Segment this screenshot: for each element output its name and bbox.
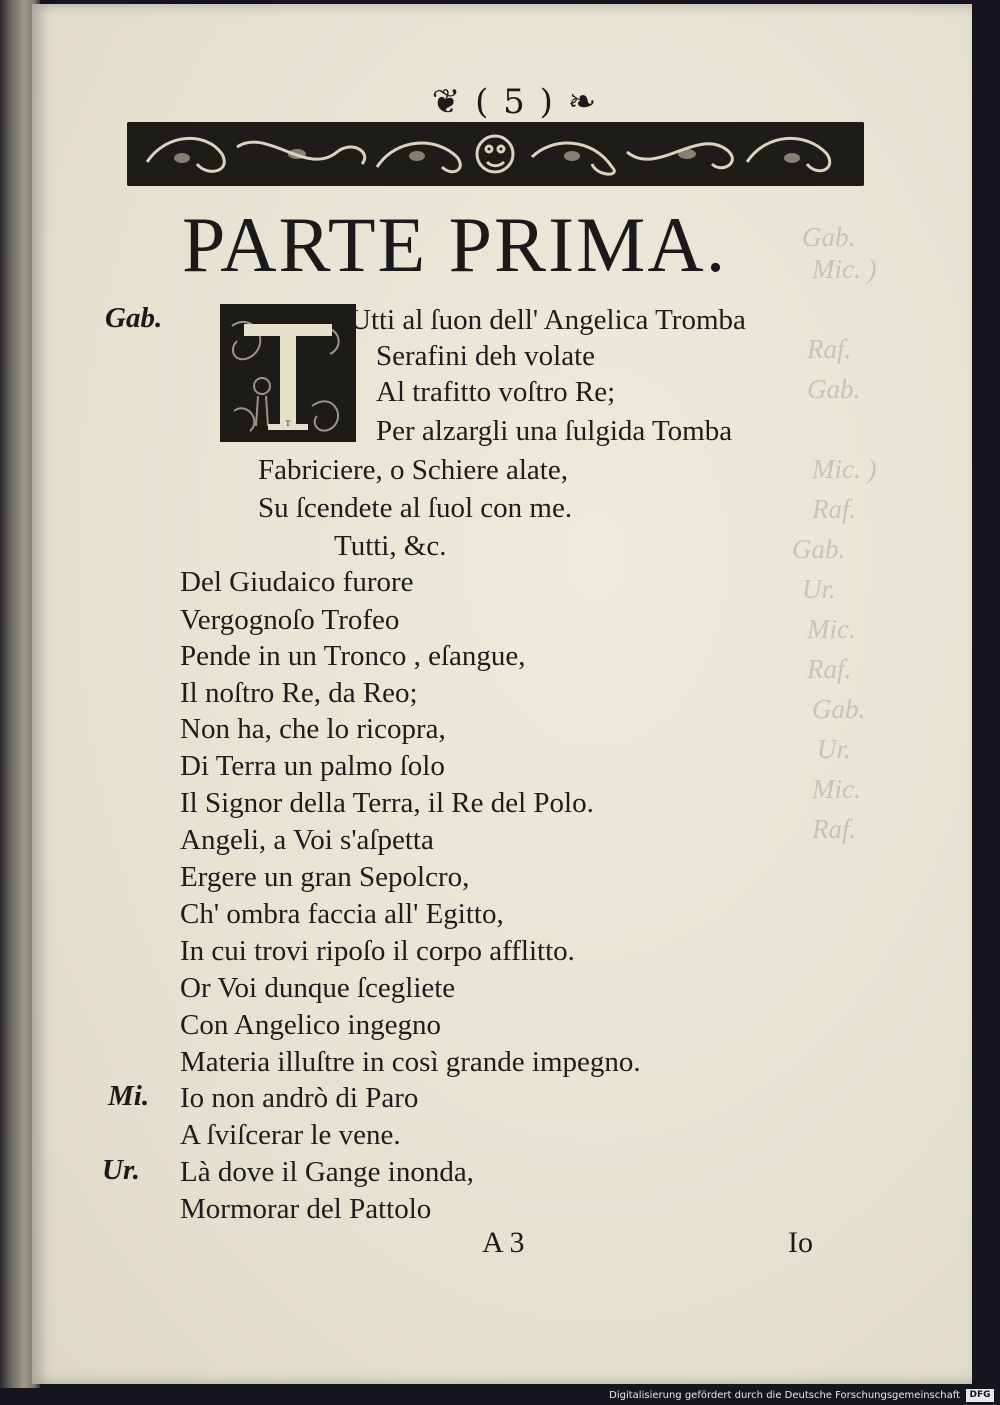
verse-line: Utti al ſuon dell' Angelica Tromba (350, 304, 746, 336)
speaker-label: Ur. (102, 1154, 140, 1186)
verse-line: Con Angelico ingegno (180, 1009, 441, 1041)
verse-line: Per alzargli una ſulgida Tomba (376, 415, 733, 447)
verse-line: Non ha, che lo ricopra, (180, 713, 446, 745)
verse-line: Ch' ombra faccia all' Egitto, (180, 898, 504, 930)
page-number: ( 5 ) (475, 82, 555, 122)
verse-line: Il noſtro Re, da Reo; (180, 677, 418, 709)
verse-line: Fabriciere, o Schiere alate, (258, 454, 568, 486)
decorative-header-ornament-icon (127, 122, 864, 186)
svg-text:T: T (285, 419, 291, 428)
page-signature-mark (420, 82, 610, 122)
verse-line: Ergere un gran Sepolcro, (180, 861, 470, 893)
verse-line: Al trafitto voſtro Re; (376, 376, 616, 408)
verse-line: Pende in un Tronco , eſangue, (180, 640, 526, 672)
verse-line: Vergognoſo Trofeo (180, 604, 400, 636)
catchword: Io (788, 1226, 813, 1259)
speaker-label: Gab. (105, 302, 163, 334)
dfg-logo-icon: DFG (966, 1389, 994, 1402)
credit-text: Digitalisierung gefördert durch die Deutsche Forschungsgemeinschaft (609, 1390, 960, 1401)
verse-line: A ſviſcerar le vene. (180, 1119, 401, 1151)
fleuron-right-icon: ❧ (567, 82, 599, 122)
decorated-initial-icon (220, 304, 356, 442)
verse-line: Serafini deh volate (376, 340, 596, 372)
verse-line: Là dove il Gange inonda, (180, 1156, 474, 1188)
verse-line: Su ſcendete al ſuol con me. (258, 492, 573, 524)
verse-line: In cui trovi ripoſo il corpo afflitto. (180, 935, 575, 967)
credit-bar (0, 1388, 1000, 1405)
verse-line: Io non andrò di Paro (180, 1082, 419, 1114)
signature-mark: A 3 (482, 1226, 525, 1259)
speaker-label: Mi. (108, 1080, 150, 1112)
verse-line: Di Terra un palmo ſolo (180, 750, 445, 782)
verse-line: Materia illuſtre in così grande impegno. (180, 1046, 641, 1078)
verse-line: Or Voi dunque ſcegliete (180, 972, 456, 1004)
fleuron-left-icon: ❦ (431, 82, 463, 122)
verse-line: Mormorar del Pattolo (180, 1193, 432, 1225)
verse-line: Tutti, &c. (334, 530, 447, 562)
page-title: PARTE PRIMA. (182, 201, 728, 288)
verse-line: Angeli, a Voi s'aſpetta (180, 824, 434, 856)
verse-line: Il Signor della Terra, il Re del Polo. (180, 787, 594, 819)
verse-line: Del Giudaico furore (180, 566, 414, 598)
book-page: Gab. Mic. ) Raf. Gab. Mic. ) Raf. Gab. Ur. Mic. Raf. Gab. Ur. Mic. Raf. ❦ ( 5 ) ❧ PARTE PRIMA. T Gab. Mi. Ur. Utti al ſuon dell' Angelica Tromba Serafini deh volate Al trafitto voſtro Re; Per alzargli una ſulgida Tomba Fabriciere, o Schiere alate, Su ſcendete al ſuol con me. Tutti, &c. Del Giudaico furore Vergognoſo Trofeo Pende in un Tronco , eſangue, Il noſtro Re, da Reo; Non ha, che lo ricopra, Di Terra un palmo ſolo Il Signor della Terra, il Re del Polo. Angeli, a Voi s'aſpetta Ergere un gran Sepolcro, Ch' ombra faccia all' Egitto, In cui trovi ripoſo il corpo afflitto. Or Voi dunque ſcegliete Con Angelico ingegno Materia illuſtre in così grande impegno. Io non andrò di Paro A ſviſcerar le vene. Là dove il Gange inonda, Mormorar del Pattolo A 3 Io (32, 4, 972, 1384)
